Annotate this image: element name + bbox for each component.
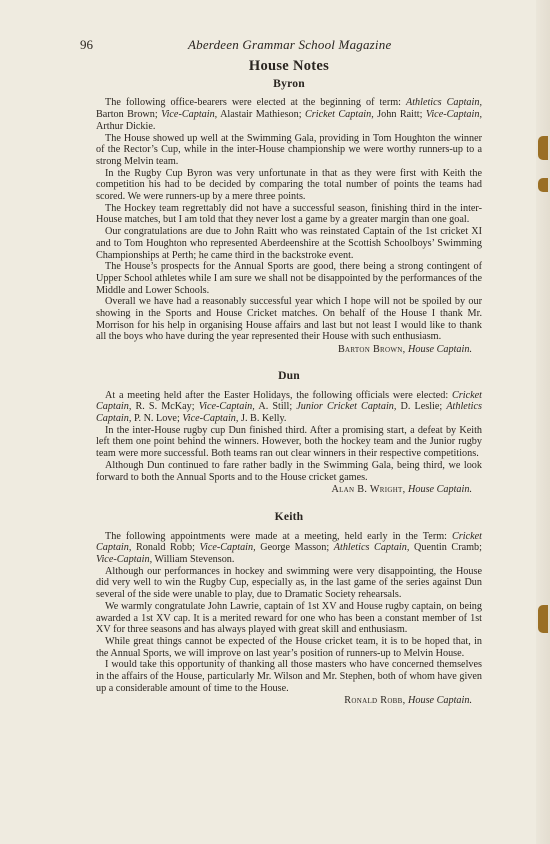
paragraph: I would take this opportunity of thanking all those masters who have concerned themselves in the affairs of the House, particularly Mr. Wilson and Mr. Stephen, both of whom have given up a considerable amount of time to the House. [96, 659, 482, 694]
paragraph: The Hockey team regrettably did not have a successful season, finishing third in the inter-House matches, but I am told that they never lost a game by a greater margin than one goal. [96, 202, 482, 226]
paragraph: Although our performances in hockey and swimming were very disappointing, the House did very well to win the Rugby Cup, especially as, in the last game of the series against Dun several of the side were unable to play, due to Dramatic Society rehearsals. [96, 565, 482, 601]
paragraph: The following appointments were made at a meeting, held early in the Term: Cricket Captain, Ronald Robb; Vice-Captain, George Masson; Athletics Captain, Quentin Cramb; Vice-Captain, William Stevenson. [96, 530, 482, 566]
journal-title: Aberdeen Grammar School Magazine [188, 37, 392, 52]
page-tab-marker [538, 605, 548, 633]
paragraph: Although Dun continued to fare rather badly in the Swimming Gala, being third, we look forward to both the Annual Sports and to the House cricket games. [96, 459, 482, 483]
signature: Alan B. Wright, House Captain. [331, 484, 472, 496]
section-byron [96, 78, 482, 356]
signature: Barton Brown, House Captain. [337, 344, 472, 356]
paragraph: The House’s prospects for the Annual Sports are good, there being a strong contingent of Upper School athletes while I am sure we shall not be disappointed by the performances of the Middle and Lower Schools. [96, 261, 482, 296]
section-heading: Keith [274, 509, 304, 523]
paragraph: In the Rugby Cup Byron was very unfortunate in that as they were first with Keith the competition his had to be decided by comparing the total number of points the teams had scored. We were runners-up by a mere three points. [96, 167, 482, 203]
paragraph: At a meeting held after the Easter Holidays, the following officials were elected: Cricket Captain, R. S. McKay; Vice-Captain, A. Still; Junior Cricket Captain, D. Leslie; Athletics Captain, P. N. Love; Vice-Captain, J. B. Kelly. [96, 389, 482, 424]
section-heading: Dun [278, 368, 300, 382]
paragraph: Our congratulations are due to John Raitt who was reinstated Captain of the 1st cricket XI and to Tom Houghton who represented Aberdeenshire at the Scottish Schoolboys’ Swimming Championships at Perth; he came third in the backstroke event. [96, 226, 482, 261]
signature: Ronald Robb, House Captain. [344, 695, 472, 707]
paragraph: The House showed up well at the Swimming Gala, providing in Tom Houghton the winner of the Rector’s Cup, while in the inter-House championship we were worthy runners-up to a strong Melvin team. [96, 132, 482, 167]
paragraph: Overall we have had a reasonably successful year which I hope will not be spoiled by our showing in the Sports and House Cricket matches. On behalf of the House I thank Mr. Morrison for his help in organising House affairs and last but not least I would like to thank all the boys who have during the year represented their House with such enthusiasm. [96, 296, 482, 343]
page-edge [536, 0, 550, 844]
paragraph: While great things cannot be expected of the House cricket team, it is to be hoped that, in the Annual Sports, we will improve on last year’s position of runners-up to Melvin House. [96, 635, 482, 659]
page-tab-marker [538, 178, 548, 192]
paragraph: We warmly congratulate John Lawrie, captain of 1st XV and House rugby captain, on being awarded a 1st XV cap. It is a merited reward for one who has been a constant member of 1st XV for three seasons and has always played with great skill and enthusiasm. [96, 600, 482, 636]
page-tab-marker [538, 136, 548, 160]
section-keith [96, 511, 482, 707]
paragraph: In the inter-House rugby cup Dun finished third. After a promising start, a defeat by Keith left them one point behind the winners. However, both the hockey team and the Junior rugby team were more successful. Both teams ran out clear winners in their respective competitions. [96, 424, 482, 460]
article-title: House Notes [248, 58, 330, 74]
section-dun [96, 370, 482, 496]
article [96, 60, 482, 707]
page-number: 96 [80, 37, 93, 52]
paragraph: The following office-bearers were elected at the beginning of term: Athletics Captain, Barton Brown; Vice-Captain, Alastair Mathieson; Cricket Captain, John Raitt; Vice-Captain, Arthur Dickie. [96, 97, 482, 132]
section-heading: Byron [273, 76, 305, 90]
